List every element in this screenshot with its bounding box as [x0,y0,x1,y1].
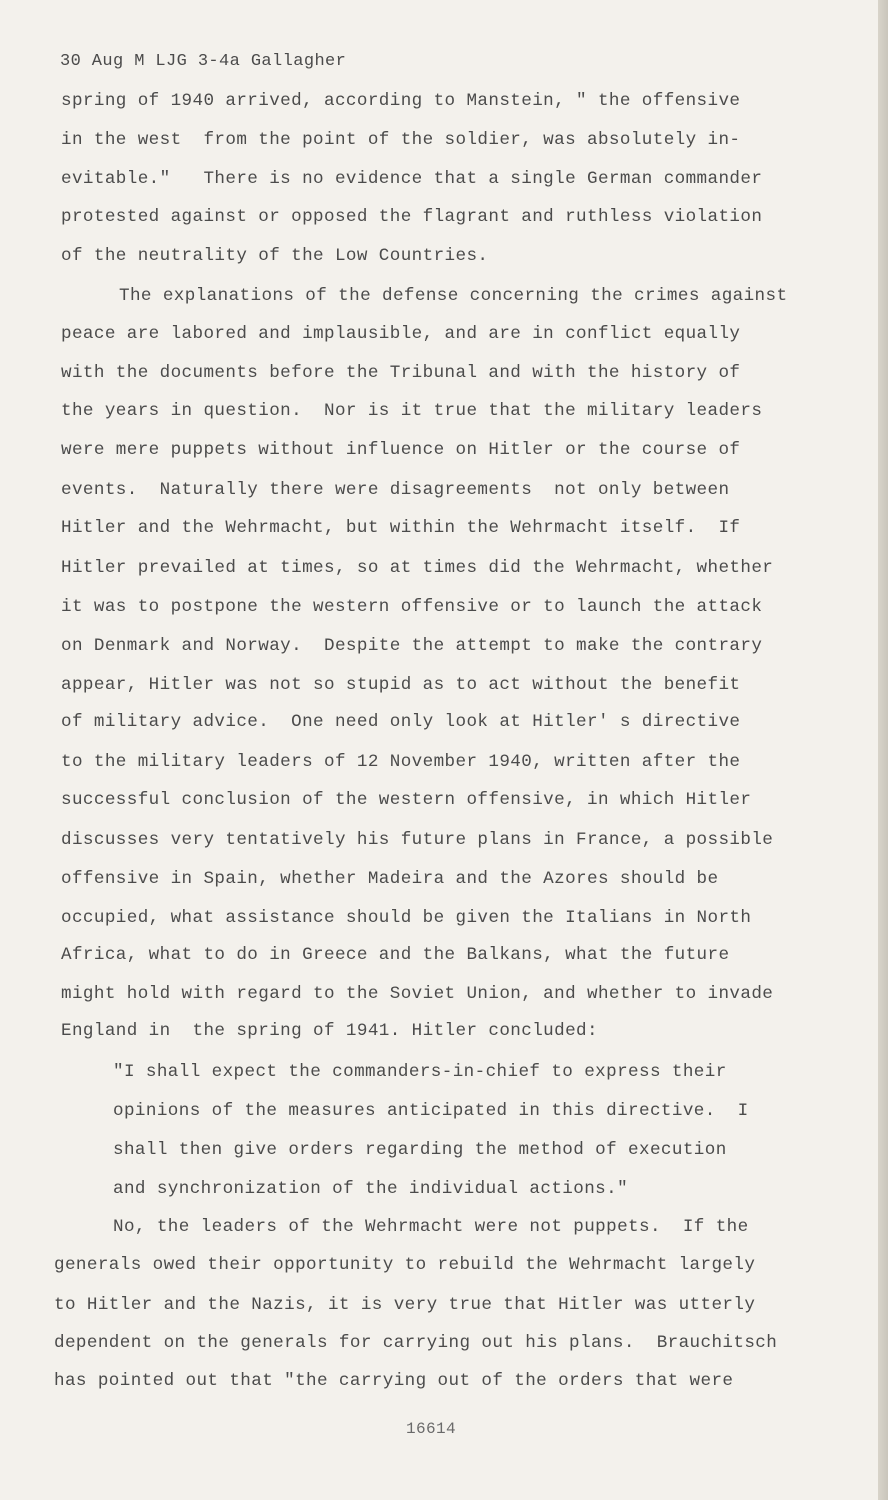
text-line: spring of 1940 arrived, according to Manstein, " the offensive [61,91,741,111]
text-line: events. Naturally there were disagreements not only between [61,480,730,500]
text-line: it was to postpone the western offensive or to launch the attack [61,597,763,617]
text-line: discusses very tentatively his future plans in France, a possible [61,830,774,850]
quote-line: and synchronization of the individual actions." [113,1179,629,1199]
text-line: generals owed their opportunity to rebuild the Wehrmacht largely [54,1255,756,1275]
text-line: offensive in Spain, whether Madeira and the Azores should be [61,869,719,889]
text-line: the years in question. Nor is it true that the military leaders [61,401,763,421]
text-line: successful conclusion of the western offensive, in which Hitler [61,790,752,810]
text-line: appear, Hitler was not so stupid as to act without the benefit [61,675,741,695]
quote-line: "I shall expect the commanders-in-chief to express their [113,1062,727,1082]
text-line: occupied, what assistance should be given the Italians in North [61,908,752,928]
text-line: in the west from the point of the soldier, was absolutely in- [61,130,741,150]
text-line: on Denmark and Norway. Despite the attempt to make the contrary [61,636,763,656]
text-line: has pointed out that "the carrying out of the orders that were [54,1371,734,1391]
text-line: might hold with regard to the Soviet Union, and whether to invade [61,984,774,1004]
text-line: protested against or opposed the flagrant and ruthless violation [61,207,763,227]
text-line: with the documents before the Tribunal and with the history of [61,363,741,383]
text-line: of the neutrality of the Low Countries. [61,246,489,266]
text-line: dependent on the generals for carrying out his plans. Brauchitsch [54,1333,778,1353]
text-line: England in the spring of 1941. Hitler concluded: [61,1021,598,1041]
text-line: Hitler and the Wehrmacht, but within the Wehrmacht itself. If [61,518,741,538]
text-line: peace are labored and implausible, and are in conflict equally [61,324,741,344]
text-line: No, the leaders of the Wehrmacht were not puppets. If the [113,1217,749,1237]
quote-line: shall then give orders regarding the method of execution [113,1140,727,1160]
text-line: Africa, what to do in Greece and the Balkans, what the future [61,945,730,965]
text-line: to Hitler and the Nazis, it is very true that Hitler was utterly [54,1295,756,1315]
text-line: to the military leaders of 12 November 1940, written after the [61,752,741,772]
page-header: 30 Aug M LJG 3-4a Gallagher [60,52,347,71]
quote-line: opinions of the measures anticipated in this directive. I [113,1101,749,1121]
text-line: evitable." There is no evidence that a single German commander [61,169,763,189]
text-line: were mere puppets without influence on Hitler or the course of [61,440,741,460]
text-line: of military advice. One need only look at Hitler' s directive [61,712,741,732]
text-line: Hitler prevailed at times, so at times did the Wehrmacht, whether [61,558,774,578]
page-edge [878,0,888,1500]
text-line: The explanations of the defense concerning the crimes against [119,286,788,306]
page-number: 16614 [406,1420,457,1438]
